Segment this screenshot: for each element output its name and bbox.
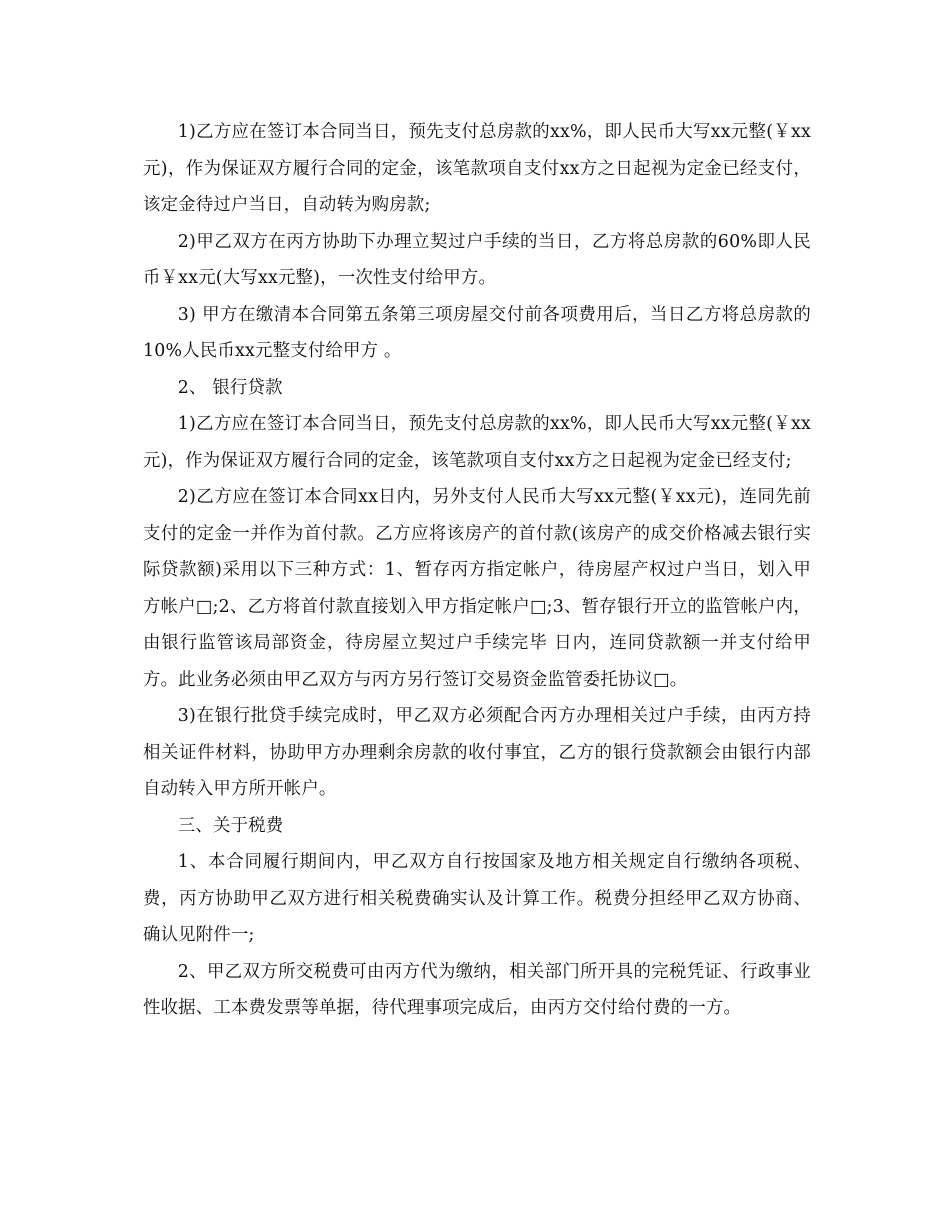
paragraph-deposit-full-payment: 1)乙方应在签订本合同当日，预先支付总房款的xx%，即人民币大写xx元整(￥xx元)，作为保证双方履行合同的定金，该笔款项自支付xx方之日起视为定金已经支付，该定金待过户当日，自动转为购房款; bbox=[143, 122, 811, 215]
paragraph-down-payment: 2)乙方应在签订本合同xx日内，另外支付人民币大写xx元整(￥xx元)，连同先前支付的定金一并作为首付款。乙方应将该房产的首付款(该房产的成交价格减去银行实际贷款额)采用以下三种方式：1、暂存丙方指定帐户，待房屋产权过户当日，划入甲方帐户□;2、乙方将首付款直接划入甲方指定帐户□;3、暂存银行开立的监管帐户内，由银行监管该局部资金，待房屋立契过户手续完毕 日内，连同贷款额一并支付给甲方。此业务必须由甲乙双方与丙方另行签订交易资金监管委托协议□。 bbox=[143, 487, 811, 690]
paragraph-loan-deposit: 1)乙方应在签订本合同当日，预先支付总房款的xx%，即人民币大写xx元整(￥xx元)，作为保证双方履行合同的定金，该笔款项自支付xx方之日起视为定金已经支付; bbox=[143, 414, 811, 471]
paragraph-loan-approval: 3)在银行批贷手续完成时，甲乙双方必须配合丙方办理相关过户手续，由丙方持相关证件材料，协助甲方办理剩余房款的收付事宜，乙方的银行贷款额会由银行内部自动转入甲方所开帐户。 bbox=[143, 706, 811, 799]
paragraph-tax-receipts: 2、甲乙双方所交税费可由丙方代为缴纳，相关部门所开具的完税凭证、行政事业性收据、工本费发票等单据，待代理事项完成后，由丙方交付给付费的一方。 bbox=[143, 961, 811, 1018]
section-bank-loan-heading: 2、 银行贷款 bbox=[177, 377, 283, 398]
section-taxes-heading: 三、关于税费 bbox=[177, 815, 284, 836]
paragraph-transfer-payment: 2)甲乙双方在丙方协助下办理立契过户手续的当日，乙方将总房款的60%即人民币￥xx元(大写xx元整)，一次性支付给甲方。 bbox=[143, 231, 811, 288]
paragraph-final-payment: 3) 甲方在缴清本合同第五条第三项房屋交付前各项费用后，当日乙方将总房款的10%人民币xx元整支付给甲方 。 bbox=[143, 304, 811, 361]
document-body bbox=[143, 114, 811, 1027]
paragraph-tax-obligation: 1、本合同履行期间内，甲乙双方自行按国家及地方相关规定自行缴纳各项税、费，丙方协助甲乙双方进行相关税费确实认及计算工作。税费分担经甲乙双方协商、确认见附件一; bbox=[143, 852, 811, 945]
